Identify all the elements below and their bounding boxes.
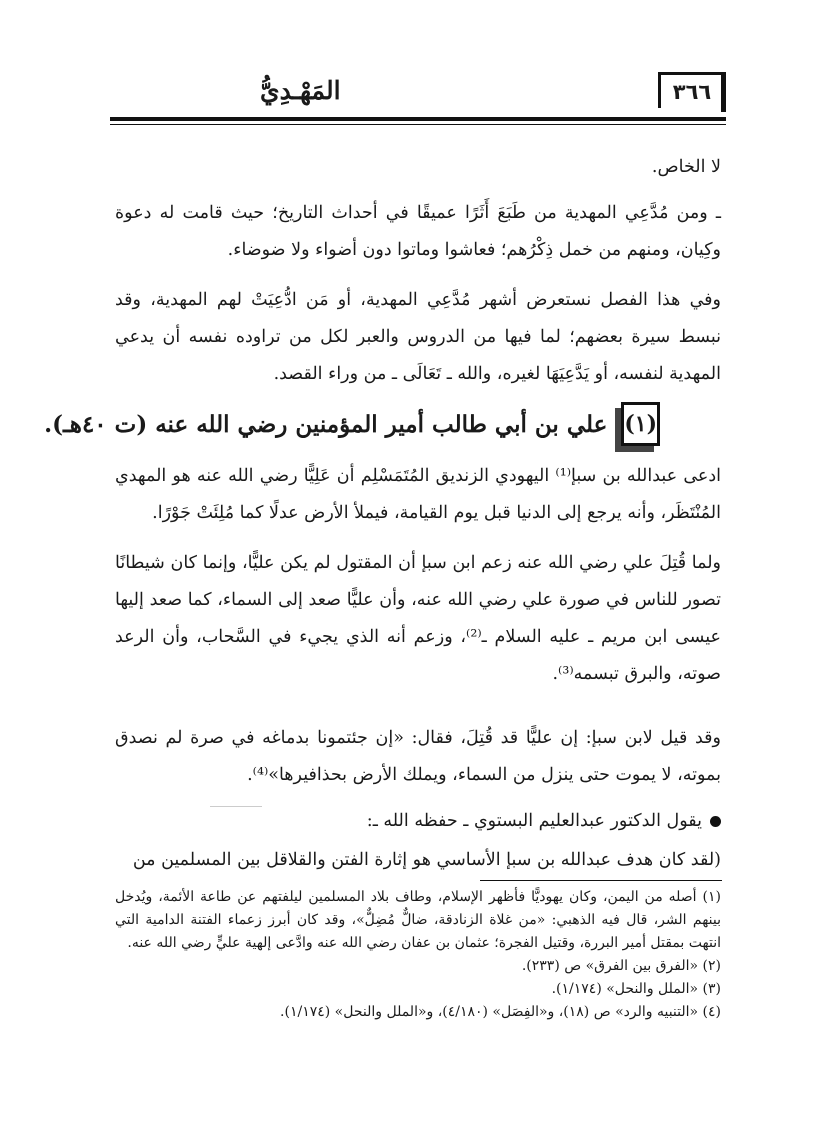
paragraph-1: لا الخاص. [651,157,721,177]
footnotes [115,886,721,1024]
bullet-dot-icon [710,816,721,827]
section-paragraph-1: ادعى عبدالله بن سبإ⁽¹⁾ اليهودي الزنديق المُتَمَسْلِم أن عَلِيًّا رضي الله عنه هو المهدي المُنْتَظَر، وأنه يرجع إلى الدنيا قبل يوم القيامة، فيملأ الأرض عدلًا كما مُلِئَتْ جَوْرًا. [115,466,722,523]
section-heading [44,398,660,450]
page-number-box [658,72,726,108]
header-rule-thick [110,117,726,121]
bullet-text: يقول الدكتور عبدالعليم البستوي ـ حفظه الله ـ: [366,811,702,831]
section-paragraph-3: وقد قيل لابن سبإ: إن عليًّا قد قُتِلَ، فقال: «إن جئتمونا بدماغه في صرة لم نصدق بموته، لا يموت حتى ينزل من السماء، ويملك الأرض بحذافيرها»⁽⁴⁾. [115,728,721,785]
section-paragraph-2: ولما قُتِلَ علي رضي الله عنه زعم ابن سبإ أن المقتول لم يكن عليًّا، وإنما كان شيطانًا تصور للناس في صورة علي رضي الله عنه، وأن عليًّا صعد إلى السماء، كما صعد إليها عيسى ابن مريم ـ عليه السلام ـ⁽²⁾، وزعم أنه الذي يجيء في السَّحاب، وأن الرعد صوته، والبرق تبسمه⁽³⁾. [115,553,721,684]
footnote-1: (١) أصله من اليمن، وكان يهوديًّا فأظهر الإسلام، وطاف بلاد المسلمين ليلفتهم عن طاعة الأئمة، ويُدخل بينهم الشر، قال فيه الذهبي: «من غلاة الزنادقة، ضالٌّ مُضِلٌّ»، وقد كان أبرز زعماء الفتنة الدامية التي انتهت بمقتل أمير البررة، وقتيل الفجرة؛ عثمان بن عفان رضي الله عنه وادَّعى إلهية عليٍّ رضي الله عنه. [115,889,721,951]
section-title: علي بن أبي طالب أمير المؤمنين رضي الله عنه (ت ٤٠هـ). [44,410,608,438]
paragraph-2: ـ ومن مُدَّعِي المهدية من طَبَعَ أَثَرًا عميقًا في أحداث التاريخ؛ حيث قامت له دعوة وكِيان، ومنهم من خمل ذِكْرُهم؛ فعاشوا وماتوا دون أضواء ولا ضوضاء. [115,203,721,260]
paragraph-3: وفي هذا الفصل نستعرض أشهر مُدَّعِي المهدية، أو مَن ادُّعِيَتْ لهم المهدية، وقد نبسط سيرة بعضهم؛ لما فيها من الدروس والعبر لكل من تراوده نفسه أن يدعي المهدية لنفسه، أو يَدَّعِيَهَا لغيره، والله ـ تَعَالَى ـ من وراء القصد. [115,290,721,384]
footnote-2: (٢) «الفرق بين الفرق» ص (٢٣٣). [521,958,721,974]
quote-start: (لقد كان هدف عبدالله بن سبإ الأساسي هو إثارة الفتن والقلاقل بين المسلمين من [132,850,721,870]
section-number-box [621,402,660,446]
bullet-line [115,806,721,836]
section-number: (١) [624,411,657,437]
footnote-4: (٤) «التنبيه والرد» ص (١٨)، و«الفِصَل» (٤/١٨٠)، و«الملل والنحل» (١/١٧٤). [280,1004,721,1020]
page-header [110,72,726,116]
footnote-3: (٣) «الملل والنحل» (١/١٧٤). [551,981,721,997]
footnote-rule [480,880,722,881]
page-number: ٣٦٦ [672,80,712,104]
running-title: المَهْـدِيُّ [260,76,341,105]
header-rule-thin [110,124,726,125]
